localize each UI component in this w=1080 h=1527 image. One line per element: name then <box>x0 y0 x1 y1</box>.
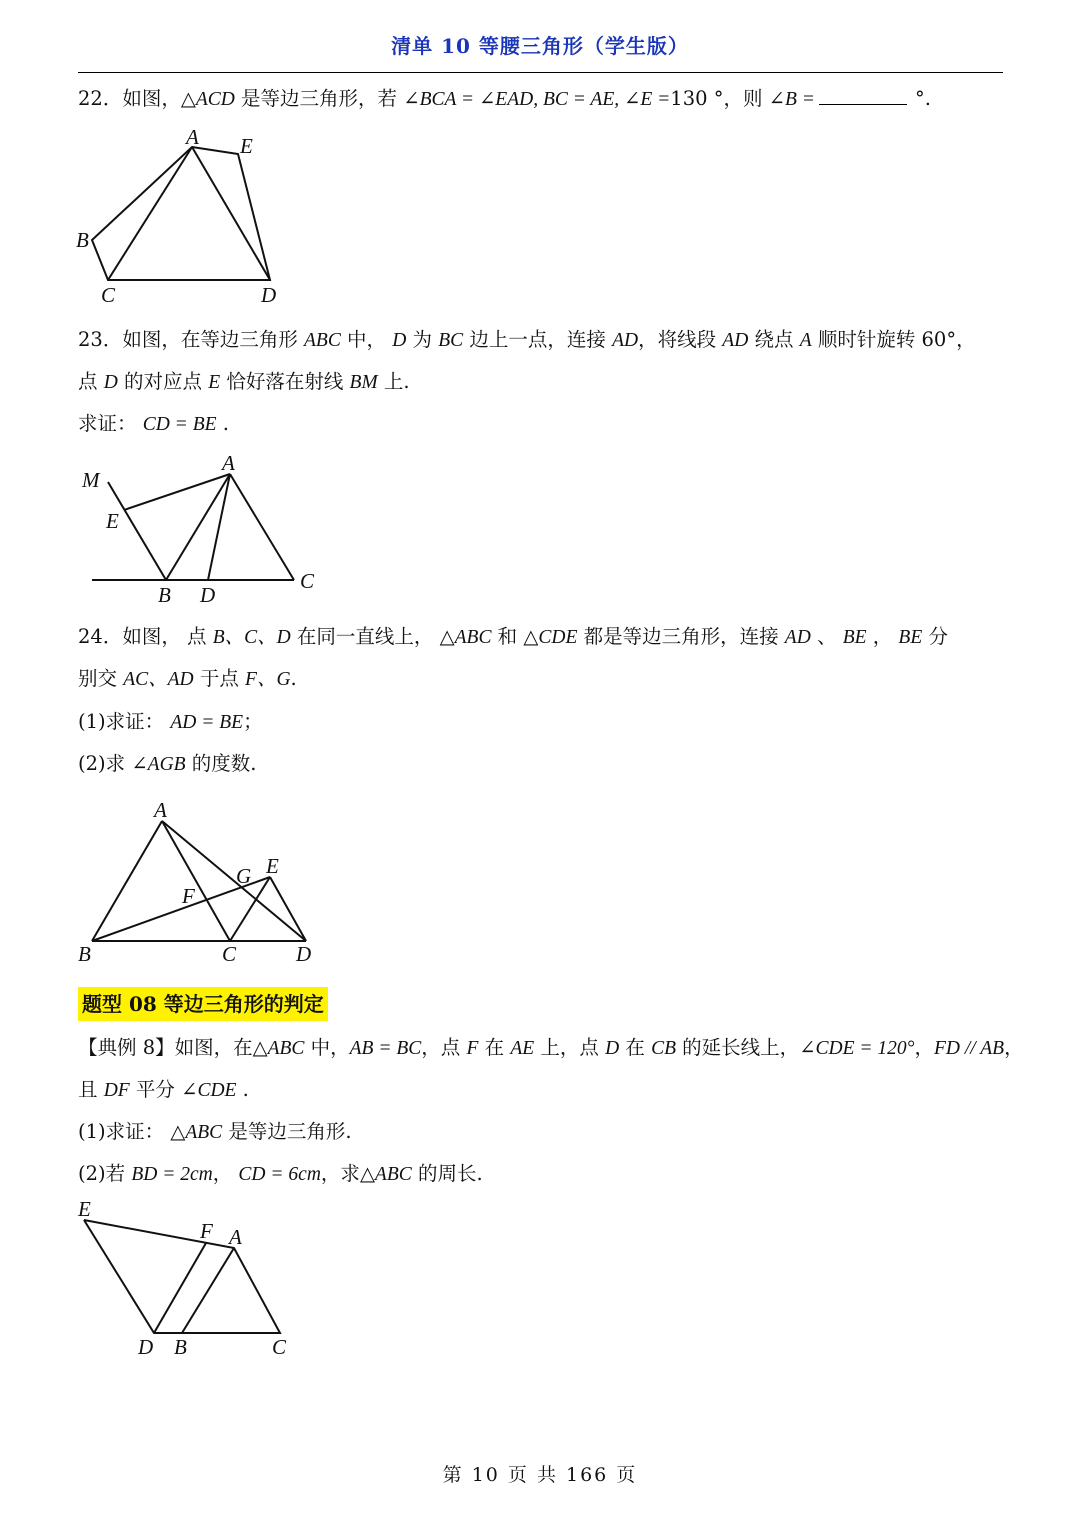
ex8-text: ， <box>914 1036 934 1059</box>
q23-bc: BC <box>438 330 464 351</box>
ex8-text: 是等边三角形. <box>222 1120 352 1143</box>
ex8-line-2 <box>78 1077 249 1104</box>
ex8-f: F <box>466 1038 479 1059</box>
ex8-text: ， <box>212 1162 239 1185</box>
q24-points: B、C、D <box>212 627 291 648</box>
fig22-label-e: E <box>240 134 253 158</box>
ex8-text: ，点 <box>421 1036 467 1059</box>
q23-ad: AD <box>612 330 639 351</box>
q23-text: 为 <box>406 328 439 351</box>
ex8-text: . <box>236 1078 249 1101</box>
ex8-part-2 <box>78 1161 483 1188</box>
ex8-text: 在 <box>478 1036 511 1059</box>
q24-text: 分 <box>922 625 948 648</box>
q24-proof-goal: AD = BE <box>170 712 244 733</box>
fig8-label-a: A <box>229 1225 242 1249</box>
q22-text <box>78 86 931 113</box>
figure-22 <box>70 120 300 310</box>
q22-angle: 130 °，则 <box>670 87 769 110</box>
fig8-segment-ab <box>182 1248 234 1333</box>
fig22-segment-ad <box>192 147 270 280</box>
q24-fg: F、G <box>245 669 291 690</box>
fig24-label-g: G <box>236 864 252 888</box>
q22-number: 22．如图， <box>78 87 181 110</box>
q24-text: 和 <box>491 625 524 648</box>
fig23-label-m: M <box>82 468 100 492</box>
ex8-text: (2)若 <box>78 1162 132 1185</box>
q22-text-part: 是等边三角形，若 <box>234 87 404 110</box>
q23-abc: ABC <box>304 330 341 351</box>
fig24-segment-ed <box>270 877 306 941</box>
ex8-abc: △ABC <box>170 1122 223 1143</box>
fig22-label-c: C <box>101 283 116 307</box>
q24-text: 24．如图， 点 <box>78 625 213 648</box>
q23-line-3 <box>78 411 229 438</box>
ex8-angle-cde: ∠CDE = 120° <box>799 1038 915 1059</box>
ex8-text: 在 <box>619 1036 652 1059</box>
fig23-label-b: B <box>158 583 171 607</box>
q24-angle: ∠AGB <box>131 754 186 775</box>
q23-d: D <box>103 372 118 393</box>
fig23-segment-ae <box>124 474 230 510</box>
q23-text: 绕点 <box>748 328 800 351</box>
ex8-ae: AE <box>510 1038 535 1059</box>
fig24-segment-ad <box>162 821 306 941</box>
fig8-segment-fd <box>154 1243 206 1333</box>
ex8-text: 中， <box>304 1036 350 1059</box>
q24-text: 、 <box>810 625 843 648</box>
fig24-segment-ac <box>162 821 230 941</box>
q24-text: 于点 <box>193 667 246 690</box>
q23-text: 顺时针旋转 60°， <box>811 328 976 351</box>
figure-24 <box>74 795 334 970</box>
q24-text: 在同一直线上， <box>290 625 440 648</box>
q23-text: 边上一点，连接 <box>463 328 613 351</box>
fig23-segment-ac <box>230 474 294 580</box>
q24-text: (1)求证： <box>78 710 171 733</box>
q24-text: 都是等边三角形，连接 <box>577 625 785 648</box>
q24-line-1 <box>78 624 948 651</box>
ex8-text: 上，点 <box>534 1036 606 1059</box>
fig8-label-f: F <box>200 1219 213 1243</box>
q24-text: 别交 <box>78 667 124 690</box>
fig23-label-d: D <box>200 583 216 607</box>
ex8-abc: △ABC <box>252 1038 305 1059</box>
fig22-quadrilateral <box>92 147 270 280</box>
q24-part-1 <box>78 709 263 736</box>
q23-text: 的对应点 <box>117 370 209 393</box>
fig24-label-a: A <box>154 798 167 822</box>
fig22-label-a: A <box>186 125 199 149</box>
fig23-label-c: C <box>300 569 315 593</box>
q24-abc: △ABC <box>439 627 492 648</box>
fig22-label-d: D <box>261 283 277 307</box>
q24-text: (2)求 <box>78 752 132 775</box>
ex8-text: 的周长. <box>411 1162 483 1185</box>
q23-text: 求证： <box>78 412 143 435</box>
q22-triangle: △ACD <box>180 89 235 110</box>
ex8-fd-parallel: FD // AB <box>934 1038 1005 1059</box>
ex8-text: 【典例 8】如图，在 <box>78 1036 253 1059</box>
figure-8 <box>74 1198 314 1363</box>
ex8-text: 且 <box>78 1078 104 1101</box>
q24-text: ； <box>243 710 263 733</box>
ex8-text: 平分 <box>129 1078 182 1101</box>
ex8-cd: CD = 6cm <box>238 1164 321 1185</box>
q23-d: D <box>392 330 407 351</box>
ex8-bd: BD = 2cm <box>131 1164 213 1185</box>
fig24-label-b: B <box>78 942 91 966</box>
q23-text: ，将线段 <box>638 328 723 351</box>
q24-text: ， <box>866 625 899 648</box>
q22-question: ∠B = <box>768 89 815 110</box>
q22-answer-blank[interactable] <box>819 86 907 105</box>
q24-cde: △CDE <box>523 627 578 648</box>
q23-proof-goal: CD = BE <box>142 414 217 435</box>
fig24-label-c: C <box>222 942 237 966</box>
ex8-d: D <box>605 1038 620 1059</box>
ex8-abc: △ABC <box>359 1164 412 1185</box>
q24-part-2 <box>78 751 256 778</box>
fig23-segment-ad <box>208 474 230 580</box>
fig23-label-a: A <box>222 451 235 475</box>
q23-text: . <box>216 412 229 435</box>
ex8-part-1 <box>78 1119 352 1146</box>
q23-e: E <box>208 372 221 393</box>
fig8-label-d: D <box>138 1335 154 1359</box>
fig8-label-e: E <box>78 1197 91 1221</box>
q24-line-2 <box>78 666 297 693</box>
q23-text: 23．如图，在等边三角形 <box>78 328 305 351</box>
q24-ad: AD <box>784 627 811 648</box>
q24-text: . <box>290 667 297 690</box>
q23-text: 中， <box>340 328 393 351</box>
q24-be: BE <box>898 627 923 648</box>
ex8-angle-cde: ∠CDE <box>181 1080 237 1101</box>
q23-text: 恰好落在射线 <box>220 370 350 393</box>
ex8-text: ，求 <box>320 1162 360 1185</box>
ex8-df: DF <box>103 1080 130 1101</box>
fig24-label-e: E <box>266 854 279 878</box>
fig8-label-c: C <box>272 1335 287 1359</box>
fig8-path-e-a-c-d-e <box>84 1220 280 1333</box>
ex8-cb: CB <box>651 1038 676 1059</box>
ex8-text: 的延长线上， <box>675 1036 800 1059</box>
ex8-text: (1)求证： <box>78 1120 171 1143</box>
fig23-segment-ab <box>166 474 230 580</box>
q24-be: BE <box>842 627 867 648</box>
ex8-ab-bc: AB = BC <box>349 1038 422 1059</box>
q23-line-1 <box>78 327 976 354</box>
q22-condition: ∠BCA = ∠EAD, BC = AE, ∠E = <box>403 89 671 110</box>
fig24-label-d: D <box>296 942 312 966</box>
fig24-segment-ab <box>92 821 162 941</box>
q23-a: A <box>799 330 812 351</box>
q24-acad: AC、AD <box>123 669 194 690</box>
ex8-line-1 <box>78 1035 1024 1062</box>
q23-line-2 <box>78 369 410 396</box>
q23-bm: BM <box>349 372 378 393</box>
q23-ad: AD <box>722 330 749 351</box>
q23-text: 上. <box>377 370 410 393</box>
header-rule <box>78 72 1003 73</box>
page-footer: 第 10 页 共 166 页 <box>442 1464 638 1486</box>
fig23-label-e: E <box>106 509 119 533</box>
figure-23 <box>78 450 328 610</box>
ex8-text: ， <box>1004 1036 1024 1059</box>
q22-unit: °. <box>914 87 931 110</box>
fig8-label-b: B <box>174 1335 187 1359</box>
q24-text: 的度数. <box>185 752 257 775</box>
section-title: 题型 08 等边三角形的判定 <box>78 987 328 1021</box>
page-header-title: 清单 10 等腰三角形（学生版） <box>391 34 689 58</box>
fig22-label-b: B <box>76 228 89 252</box>
fig24-label-f: F <box>182 884 195 908</box>
q23-text: 点 <box>78 370 104 393</box>
